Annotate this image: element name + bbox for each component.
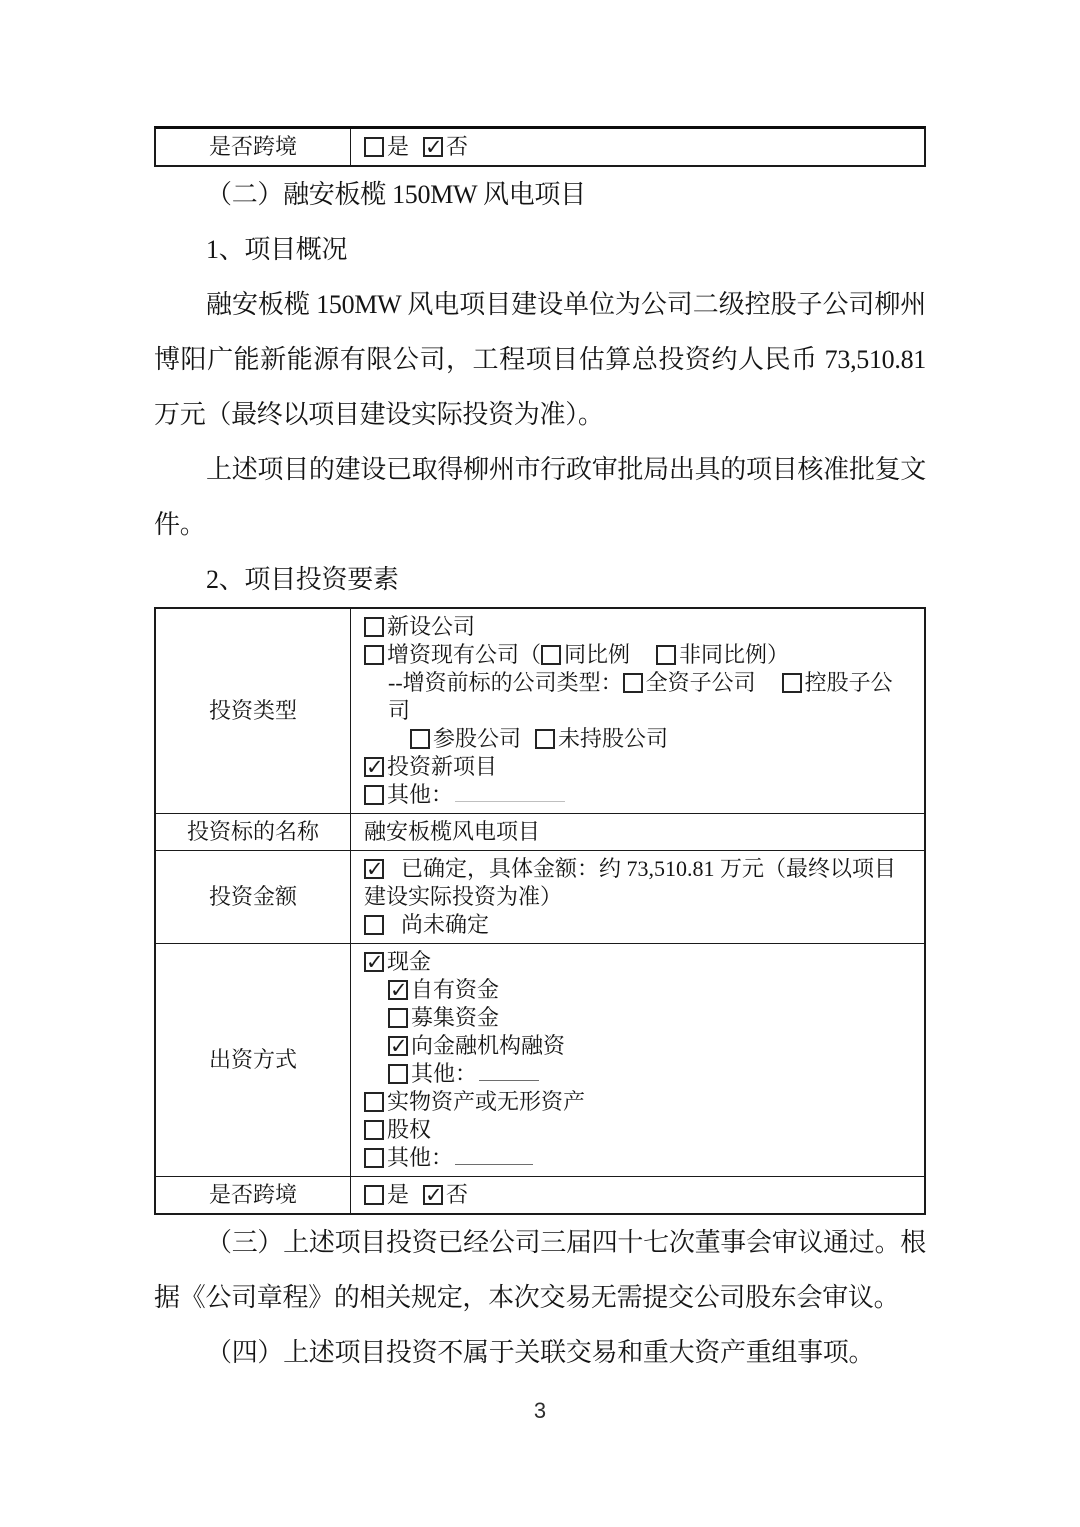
- table-row: [156, 943, 924, 1176]
- section-heading: （二）融安板榄 150MW 风电项目: [206, 180, 586, 209]
- checkbox-checked-icon: [364, 757, 384, 777]
- option-line: [364, 1004, 914, 1032]
- option-text: 增资现有公司（: [387, 642, 542, 667]
- option-line: [364, 1144, 914, 1172]
- row-label: 是否跨境: [156, 129, 351, 165]
- paragraph-related-transactions: （四）上述项目投资不属于关联交易和重大资产重组事项。: [206, 1338, 875, 1367]
- checkbox-unchecked-icon: [535, 729, 555, 749]
- option-line: [364, 725, 914, 753]
- checkbox-checked-icon: [388, 1036, 408, 1056]
- checkbox-unchecked-icon: [541, 645, 561, 665]
- option-line: [364, 641, 914, 669]
- checkbox-unchecked-icon: [364, 645, 384, 665]
- option-line: [364, 1116, 914, 1144]
- sub-heading-investment-elements: 2、项目投资要素: [206, 565, 399, 594]
- option-line: [364, 976, 914, 1004]
- option-text: 是: [387, 134, 410, 159]
- option-text: 其他：: [387, 782, 454, 807]
- checkbox-unchecked-icon: [364, 1092, 384, 1112]
- checkbox-unchecked-icon: [364, 1185, 384, 1205]
- row-content: [351, 814, 924, 850]
- checkbox-checked-icon: [423, 137, 443, 157]
- row-content: [351, 129, 924, 165]
- option-text: 尚未确定: [401, 912, 490, 937]
- option-text: 自有资金: [411, 977, 500, 1002]
- option-text: 控股子公司: [388, 670, 893, 723]
- option-text: 现金: [387, 949, 432, 974]
- checkbox-unchecked-icon: [388, 1008, 408, 1028]
- row-label: 出资方式: [156, 944, 351, 1176]
- option-line: [364, 1060, 914, 1088]
- table-row: [156, 813, 924, 850]
- option-text: 投资新项目: [387, 754, 498, 779]
- paragraph-project-overview: 融安板榄 150MW 风电项目建设单位为公司二级控股子公司柳州博阳广能新能源有限公司，工程项目估算总投资约人民币 73,510.81 万元（最终以项目建设实际投资为准）。: [154, 290, 926, 429]
- option-text: 其他：: [411, 1061, 478, 1086]
- option-line: [364, 133, 914, 161]
- sub-heading-project-overview: 1、项目概况: [206, 235, 348, 264]
- cross-border-table-fragment: [154, 126, 926, 167]
- row-label: 投资金额: [156, 851, 351, 943]
- checkbox-unchecked-icon: [410, 729, 430, 749]
- checkbox-unchecked-icon: [623, 673, 643, 693]
- table-row: [156, 850, 924, 943]
- option-text: 未持股公司: [558, 726, 669, 751]
- checkbox-unchecked-icon: [364, 1120, 384, 1140]
- row-label: 投资标的名称: [156, 814, 351, 850]
- option-line: [364, 948, 914, 976]
- checkbox-unchecked-icon: [364, 785, 384, 805]
- option-text: 非同比例）: [679, 642, 790, 667]
- row-content: [351, 851, 924, 943]
- table-row: [156, 609, 924, 813]
- option-text: 股权: [387, 1117, 432, 1142]
- option-text: 全资子公司: [645, 670, 756, 695]
- option-line: [364, 613, 914, 641]
- checkbox-unchecked-icon: [364, 915, 384, 935]
- checkbox-unchecked-icon: [364, 137, 384, 157]
- checkbox-unchecked-icon: [388, 1064, 408, 1084]
- option-line: [364, 1032, 914, 1060]
- option-line: [364, 1088, 914, 1116]
- option-text: 募集资金: [411, 1005, 500, 1030]
- checkbox-checked-icon: [423, 1185, 443, 1205]
- option-text: 实物资产或无形资产: [387, 1089, 586, 1114]
- option-line: [364, 781, 914, 809]
- option-text: 其他：: [387, 1145, 454, 1170]
- row-label: 投资类型: [156, 609, 351, 813]
- row-content: [351, 1177, 924, 1213]
- checkbox-checked-icon: [364, 952, 384, 972]
- table-row: [156, 129, 924, 165]
- blank-underline: [455, 781, 565, 802]
- row-content: [351, 944, 924, 1176]
- option-text: 已确定，具体金额：约 73,510.81 万元（最终以项目建设实际投资为准）: [364, 856, 897, 909]
- option-text: 参股公司: [433, 726, 522, 751]
- paragraph-board-approval: （三）上述项目投资已经公司三届四十七次董事会审议通过。根据《公司章程》的相关规定，本次交易无需提交公司股东会审议。: [154, 1228, 926, 1312]
- option-text: 否: [446, 1182, 469, 1207]
- option-text: 否: [446, 134, 469, 159]
- row-label: 是否跨境: [156, 1177, 351, 1213]
- option-text: 同比例: [564, 642, 631, 667]
- option-text: 新设公司: [387, 614, 476, 639]
- option-line: [364, 669, 914, 725]
- option-text: --增资前标的公司类型：: [388, 670, 623, 695]
- option-line: [364, 753, 914, 781]
- page-number: 3: [533, 1398, 547, 1423]
- blank-underline: [455, 1144, 533, 1165]
- option-text: 是: [387, 1182, 410, 1207]
- table-row: [156, 1176, 924, 1213]
- option-text: 融安板榄风电项目: [364, 819, 541, 844]
- option-text: 向金融机构融资: [411, 1033, 566, 1058]
- checkbox-unchecked-icon: [364, 617, 384, 637]
- checkbox-unchecked-icon: [656, 645, 676, 665]
- row-content: [351, 609, 924, 813]
- checkbox-checked-icon: [364, 859, 384, 879]
- checkbox-unchecked-icon: [782, 673, 802, 693]
- option-line: [364, 818, 914, 846]
- option-line: [364, 911, 914, 939]
- paragraph-approval-document: 上述项目的建设已取得柳州市行政审批局出具的项目核准批复文件。: [154, 455, 926, 539]
- option-line: [364, 1181, 914, 1209]
- checkbox-unchecked-icon: [364, 1148, 384, 1168]
- option-line: [364, 855, 914, 911]
- investment-elements-table: [154, 607, 926, 1215]
- checkbox-checked-icon: [388, 980, 408, 1000]
- blank-underline: [479, 1060, 539, 1081]
